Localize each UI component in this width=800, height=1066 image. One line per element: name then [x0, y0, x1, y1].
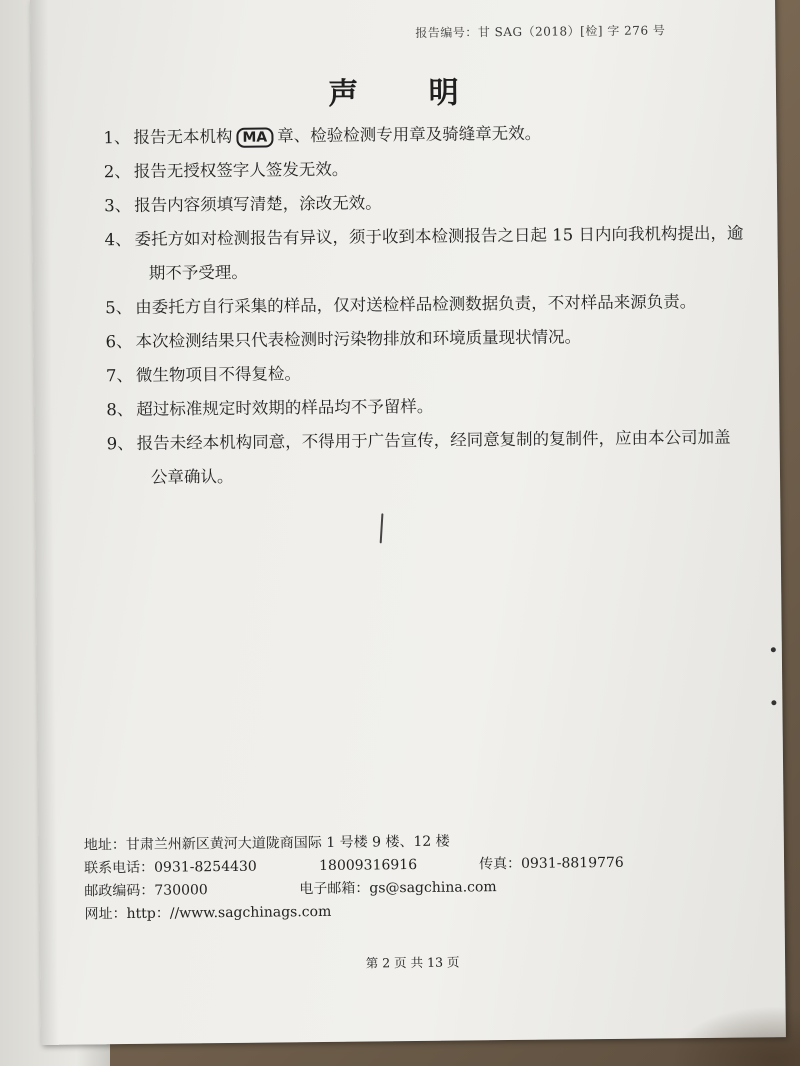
- email-text: 电子邮箱：gs@sagchina.com: [299, 879, 497, 898]
- item-number: 6、: [105, 331, 133, 352]
- item-text: 本次检测结果只代表检测时污染物排放和环境质量现状情况。: [135, 327, 582, 351]
- document-page: [30, 0, 786, 1045]
- item-number: 2、: [103, 161, 131, 182]
- item-text: 报告内容须填写清楚，涂改无效。: [134, 193, 382, 215]
- item-text: 委托方如对检测报告有异议，须于收到本检测报告之日起 15 日内向我机构提出，逾期不予受理。: [134, 223, 744, 283]
- declaration-list: [103, 115, 747, 496]
- item-text: 微生物项目不得复检。: [135, 364, 302, 385]
- item-text: 报告无本机构: [133, 126, 233, 147]
- ink-dot: [771, 700, 776, 705]
- ink-dot: [771, 647, 776, 652]
- contact-footer: [84, 828, 705, 926]
- item-number: 7、: [105, 365, 134, 386]
- item-number: 1、: [103, 127, 131, 148]
- item-number: 9、: [106, 433, 134, 454]
- item-text: 报告未经本机构同意，不得用于广告宣传，经同意复制的复制件，应由本公司加盖公章确认。: [136, 427, 731, 487]
- item-text: 报告无授权签字人签发无效。: [133, 159, 349, 181]
- postcode-text: 邮政编码：730000: [84, 882, 208, 900]
- cma-logo-icon: MA: [236, 127, 273, 147]
- item-number: 5、: [105, 297, 133, 318]
- phone-text: 联系电话：0931-8254430: [84, 858, 257, 877]
- item-text: 由委托方自行采集的样品，仅对送检样品检测数据负责，不对样品来源负责。: [135, 292, 697, 317]
- mobile-text: 18009316916: [319, 856, 418, 875]
- website-text: 网址：http：//www.sagchinags.com: [84, 903, 332, 923]
- declaration-item-4: [104, 217, 745, 292]
- item-text: 章、检验检测专用章及骑缝章无效。: [277, 123, 542, 146]
- item-number: 4、: [104, 229, 132, 250]
- declaration-item-9: [106, 421, 747, 496]
- item-number: 3、: [104, 195, 132, 216]
- item-number: 8、: [106, 399, 134, 420]
- page-title: 声 明: [328, 75, 489, 112]
- table-surface-shadow: [670, 1006, 800, 1066]
- fax-text: 传真：0931-8819776: [478, 854, 624, 873]
- address-text: 地址：甘肃兰州新区黄河大道陇商国际 1 号楼 9 楼、12 楼: [83, 833, 450, 854]
- pen-mark: [380, 513, 384, 543]
- item-text: 超过标准规定时效期的样品均不予留样。: [136, 396, 434, 419]
- page-number: 第 2 页 共 13 页: [365, 954, 460, 971]
- report-number: 报告编号：甘 SAG（2018）[检] 字 276 号: [415, 23, 666, 40]
